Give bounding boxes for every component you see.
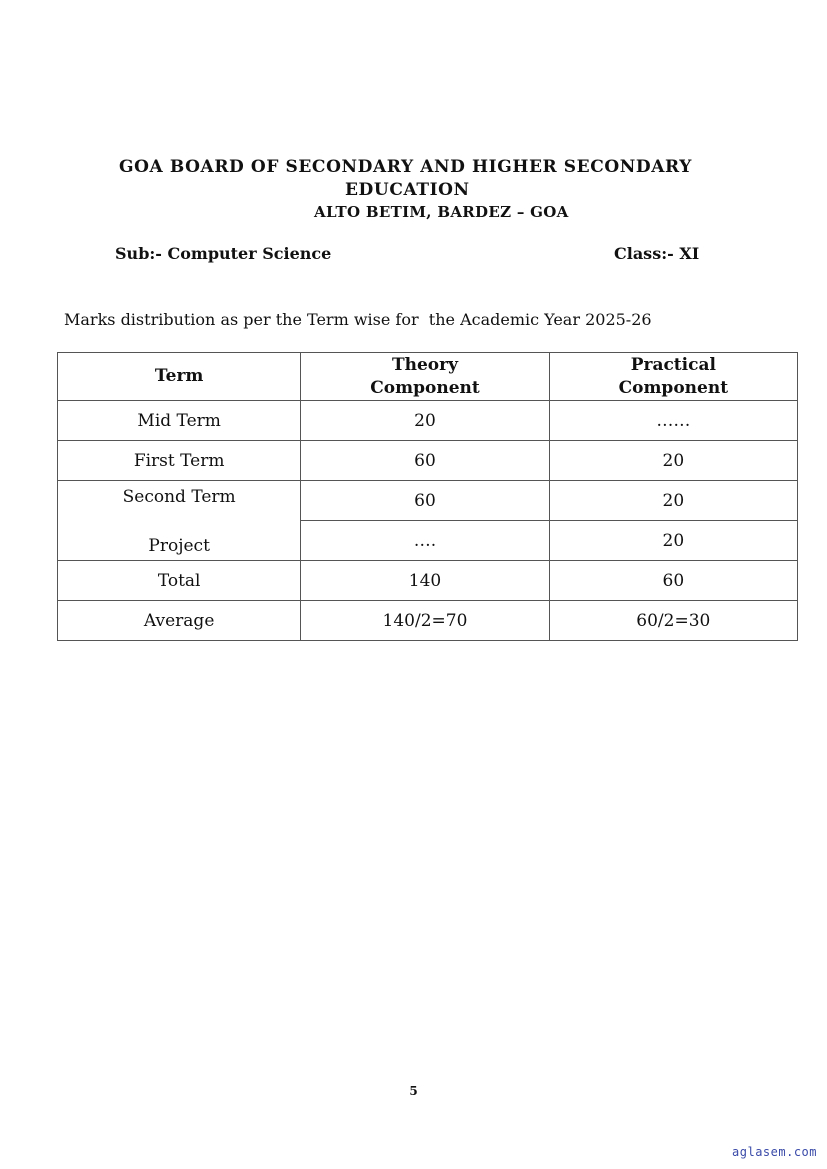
subject-label: Sub:- Computer Science: [115, 244, 332, 263]
table-row: [58, 561, 798, 601]
practical-cell: 20: [549, 481, 797, 521]
header-practical-line1: Practical: [630, 354, 716, 375]
header-term: Term: [58, 353, 301, 401]
term-cell: Total: [58, 561, 301, 601]
theory-cell: 20: [301, 401, 549, 441]
term-second-term: Second Term: [122, 487, 236, 507]
term-project: Project: [148, 536, 210, 556]
theory-cell: 60: [301, 441, 549, 481]
term-cell: First Term: [58, 441, 301, 481]
theory-cell: 140: [301, 561, 549, 601]
theory-cell: 140/2=70: [301, 601, 549, 641]
practical-cell: 20: [549, 441, 797, 481]
marks-description: Marks distribution as per the Term wise for the Academic Year 2025-26: [64, 310, 652, 329]
table-row: [58, 441, 798, 481]
header-theory-line1: Theory: [391, 354, 458, 375]
marks-distribution-table: [57, 352, 798, 641]
practical-cell: 20: [549, 521, 797, 561]
term-cell-merged: [58, 481, 301, 561]
table-row: [58, 401, 798, 441]
practical-cell: ……: [549, 401, 797, 441]
header-theory: [301, 353, 549, 401]
theory-cell: ….: [301, 521, 549, 561]
page-number: 5: [409, 1084, 418, 1098]
table-row: [58, 481, 798, 521]
table-row: [58, 601, 798, 641]
board-address: ALTO BETIM, BARDEZ – GOA: [314, 203, 569, 221]
term-cell: Mid Term: [58, 401, 301, 441]
header-practical-line2: Component: [618, 377, 729, 398]
term-cell: Average: [58, 601, 301, 641]
theory-cell: 60: [301, 481, 549, 521]
board-title-line1: GOA BOARD OF SECONDARY AND HIGHER SECONDARY: [119, 157, 692, 177]
table-header-row: [58, 353, 798, 401]
header-practical: [549, 353, 797, 401]
practical-cell: 60/2=30: [549, 601, 797, 641]
board-title-line2: EDUCATION: [345, 180, 470, 200]
practical-cell: 60: [549, 561, 797, 601]
class-label: Class:- XI: [614, 244, 700, 263]
header-theory-line2: Component: [370, 377, 480, 398]
watermark: aglasem.com: [732, 1145, 817, 1159]
